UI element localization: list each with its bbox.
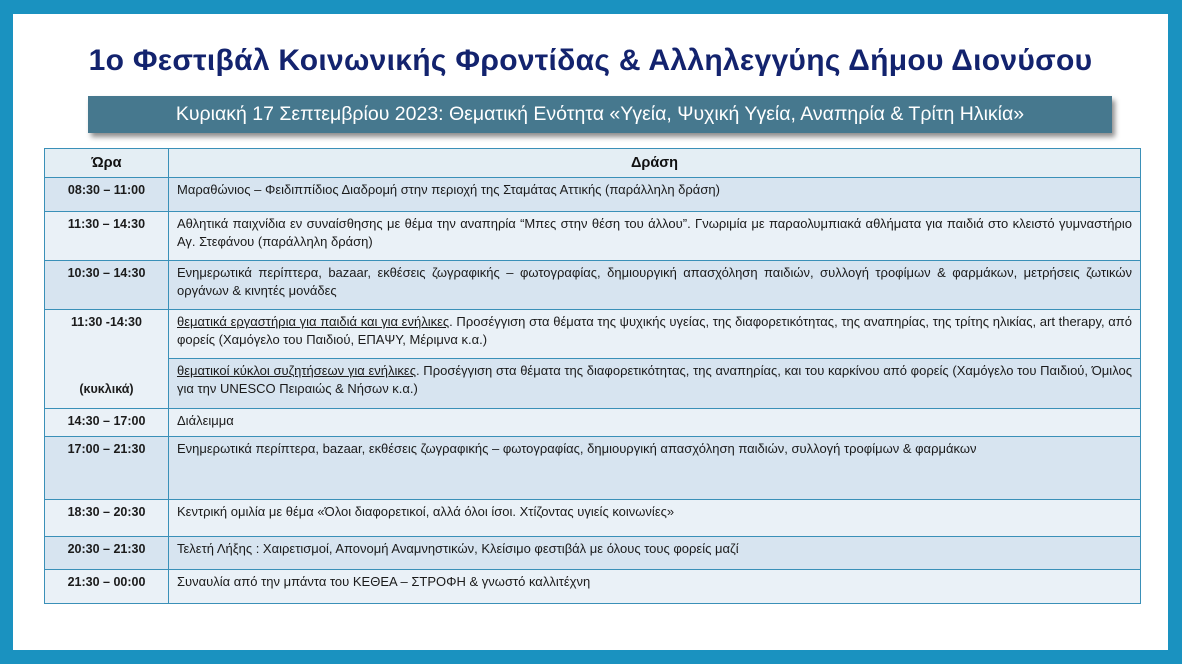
time-cell: 10:30 – 14:30 [45,261,169,310]
table-row [45,570,1141,604]
time-cell: 08:30 – 11:00 [45,178,169,212]
table-row [45,178,1141,212]
page-title: 1ο Φεστιβάλ Κοινωνικής Φροντίδας & Αλληλεγγύης Δήμου Διονύσου [88,44,1093,77]
time-cell-cyclic [45,310,169,409]
schedule-table [44,148,1141,604]
activity-cell: Μαραθώνιος – Φειδιππίδιος Διαδρομή στην περιοχή της Σταμάτας Αττικής (παράλληλη δράση) [169,178,1141,212]
time-cell: 11:30 – 14:30 [45,212,169,261]
discussions-link-text: θεματικοί κύκλοι συζητήσεων για ενήλικες [177,363,416,378]
slide-frame [13,14,1168,650]
table-row [45,537,1141,570]
workshops-description: . Προσέγγιση στα θέματα της ψυχικής υγείας, της διαφορετικότητας, της αναπηρίας, της τρίτης ηλικίας, art therapy, από φορείς (Χαμόγελο του Παιδιού, ΕΠΑΨΥ, Μέριμνα κ.α.) [177,314,1132,347]
activity-cell [169,359,1141,409]
header-activity: Δράση [169,149,1141,178]
activity-cell: Συναυλία από την μπάντα του ΚΕΘΕΑ – ΣΤΡΟΦΗ & γνωστό καλλιτέχνη [169,570,1141,604]
activity-cell: Διάλειμμα [169,409,1141,437]
table-row [45,437,1141,500]
activity-cell: Κεντρική ομιλία με θέμα «Όλοι διαφορετικοί, αλλά όλοι ίσοι. Χτίζοντας υγιείς κοινωνίες» [169,500,1141,537]
activity-cell: Τελετή Λήξης : Χαιρετισμοί, Απονομή Αναμνηστικών, Κλείσιμο φεστιβάλ με όλους τους φορείς μαζί [169,537,1141,570]
header-time: Ώρα [45,149,169,178]
time-cell: 14:30 – 17:00 [45,409,169,437]
table-row [45,310,1141,359]
time-cell: 20:30 – 21:30 [45,537,169,570]
activity-cell: Αθλητικά παιχνίδια εν συναίσθησης με θέμα την αναπηρία “Μπες στην θέση του άλλου”. Γνωριμία με παραολυμπιακά αθλήματα για παιδιά στο κλειστό γυμναστήριο Αγ. Στεφάνου (παράλληλη δράση) [169,212,1141,261]
time-cell: 21:30 – 00:00 [45,570,169,604]
workshops-link-text: θεματικά εργαστήρια για παιδιά και για ενήλικες [177,314,450,329]
activity-cell: Ενημερωτικά περίπτερα, bazaar, εκθέσεις ζωγραφικής – φωτογραφίας, δημιουργική απασχόληση παιδιών, συλλογή τροφίμων & φαρμάκων, μετρήσεις ζωτικών οργάνων & κινητές μονάδες [169,261,1141,310]
table-header-row [45,149,1141,178]
table-row [45,261,1141,310]
time-cell: 18:30 – 20:30 [45,500,169,537]
table-row [45,359,1141,409]
discussions-description: . Προσέγγιση στα θέματα της διαφορετικότητας, της αναπηρίας, και του καρκίνου από φορείς (Χαμόγελο του Παιδιού, Όμιλος για την UNESCO Πειραιώς & Νήσων κ.α.) [177,363,1132,396]
activity-cell: Ενημερωτικά περίπτερα, bazaar, εκθέσεις ζωγραφικής – φωτογραφίας, δημιουργική απασχόληση παιδιών, συλλογή τροφίμων & φαρμάκων [169,437,1141,500]
activity-cell [169,310,1141,359]
table-row [45,212,1141,261]
page-subtitle: Κυριακή 17 Σεπτεμβρίου 2023: Θεματική Ενότητα «Υγεία, Ψυχική Υγεία, Αναπηρία & Τρίτη Ηλικία» [88,96,1112,133]
table-row [45,409,1141,437]
table-row [45,500,1141,537]
time-range: 11:30 -14:30 [71,315,142,329]
time-cell: 17:00 – 21:30 [45,437,169,500]
time-note: (κυκλικά) [79,382,134,396]
